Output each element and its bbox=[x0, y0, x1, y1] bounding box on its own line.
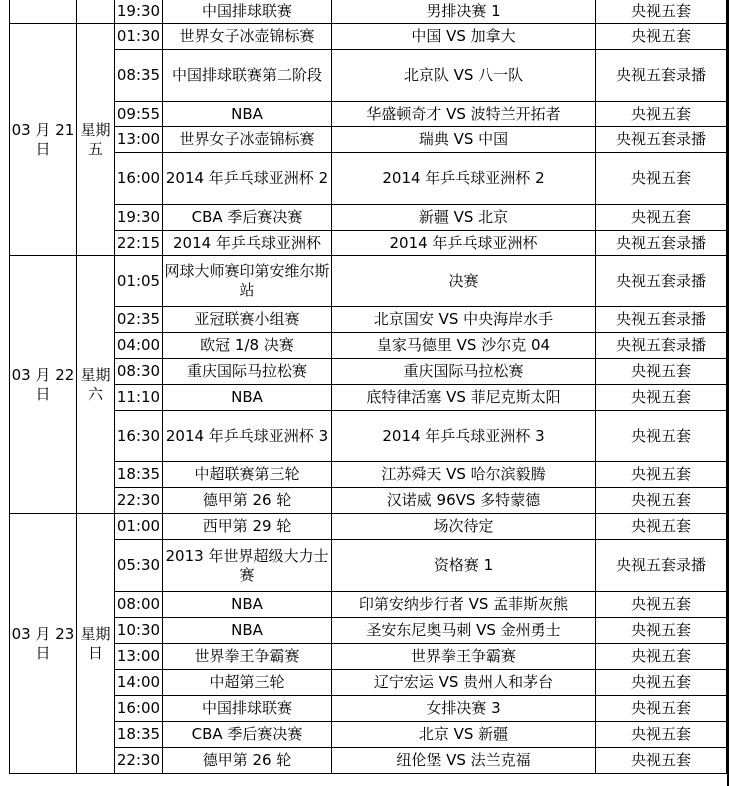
date-cell: 03 月 21 日 bbox=[10, 24, 77, 256]
event-cell: NBA bbox=[163, 618, 332, 644]
event-cell: 中国排球联赛 bbox=[163, 696, 332, 722]
table-row bbox=[10, 748, 727, 774]
date-cell: 03 月 23 日 bbox=[10, 514, 77, 774]
time-cell: 16:30 bbox=[115, 411, 163, 462]
match-cell: 2014 年乒乓球亚洲杯 bbox=[332, 231, 596, 256]
match-cell: 辽宁宏运 VS 贵州人和茅台 bbox=[332, 670, 596, 696]
channel-cell: 央视五套 bbox=[596, 670, 727, 696]
table-row bbox=[10, 333, 727, 359]
table-row bbox=[10, 0, 727, 24]
match-cell: 北京 VS 新疆 bbox=[332, 722, 596, 748]
channel-cell: 央视五套录播 bbox=[596, 127, 727, 153]
time-cell: 11:10 bbox=[115, 385, 163, 411]
table-right-border bbox=[727, 0, 729, 786]
table-row bbox=[10, 205, 727, 231]
match-cell: 世界拳王争霸赛 bbox=[332, 644, 596, 670]
channel-cell: 央视五套 bbox=[596, 359, 727, 385]
table-row bbox=[10, 256, 727, 307]
match-cell: 印第安纳步行者 VS 孟菲斯灰熊 bbox=[332, 592, 596, 618]
time-cell: 22:15 bbox=[115, 231, 163, 256]
event-cell: 德甲第 26 轮 bbox=[163, 748, 332, 774]
event-cell: 2014 年乒乓球亚洲杯 bbox=[163, 231, 332, 256]
match-cell: 中国 VS 加拿大 bbox=[332, 24, 596, 50]
table-row bbox=[10, 307, 727, 333]
channel-cell: 央视五套 bbox=[596, 411, 727, 462]
channel-cell: 央视五套 bbox=[596, 153, 727, 205]
table-row bbox=[10, 385, 727, 411]
table-row bbox=[10, 411, 727, 462]
channel-cell: 央视五套 bbox=[596, 0, 727, 24]
time-cell: 09:55 bbox=[115, 102, 163, 127]
time-cell: 22:30 bbox=[115, 748, 163, 774]
match-cell: 2014 年乒乓球亚洲杯 3 bbox=[332, 411, 596, 462]
time-cell: 18:35 bbox=[115, 462, 163, 488]
match-cell: 瑞典 VS 中国 bbox=[332, 127, 596, 153]
channel-cell: 央视五套 bbox=[596, 696, 727, 722]
event-cell: 网球大师赛印第安维尔斯站 bbox=[163, 256, 332, 307]
time-cell: 01:05 bbox=[115, 256, 163, 307]
channel-cell: 央视五套 bbox=[596, 24, 727, 50]
match-cell: 皇家马德里 VS 沙尔克 04 bbox=[332, 333, 596, 359]
table-row bbox=[10, 102, 727, 127]
channel-cell: 央视五套 bbox=[596, 618, 727, 644]
table-row bbox=[10, 696, 727, 722]
event-cell: 世界拳王争霸赛 bbox=[163, 644, 332, 670]
event-cell: 中国排球联赛 bbox=[163, 0, 332, 24]
table-row bbox=[10, 231, 727, 256]
event-cell: NBA bbox=[163, 102, 332, 127]
channel-cell: 央视五套 bbox=[596, 385, 727, 411]
match-cell: 决赛 bbox=[332, 256, 596, 307]
event-cell: 中超第三轮 bbox=[163, 670, 332, 696]
table-row bbox=[10, 153, 727, 205]
match-cell: 汉诺威 96VS 多特蒙德 bbox=[332, 488, 596, 514]
match-cell: 北京国安 VS 中央海岸水手 bbox=[332, 307, 596, 333]
time-cell: 16:00 bbox=[115, 696, 163, 722]
event-cell: NBA bbox=[163, 592, 332, 618]
channel-cell: 央视五套 bbox=[596, 514, 727, 540]
time-cell: 13:00 bbox=[115, 127, 163, 153]
event-cell: 德甲第 26 轮 bbox=[163, 488, 332, 514]
match-cell: 纽伦堡 VS 法兰克福 bbox=[332, 748, 596, 774]
channel-cell: 央视五套录播 bbox=[596, 256, 727, 307]
time-cell: 19:30 bbox=[115, 205, 163, 231]
table-row bbox=[10, 514, 727, 540]
event-cell: 世界女子冰壶锦标赛 bbox=[163, 24, 332, 50]
match-cell: 新疆 VS 北京 bbox=[332, 205, 596, 231]
weekday-cell: 星期六 bbox=[77, 256, 115, 514]
table-row bbox=[10, 644, 727, 670]
table-row bbox=[10, 670, 727, 696]
table-row bbox=[10, 24, 727, 50]
table-row bbox=[10, 618, 727, 644]
match-cell: 圣安东尼奥马刺 VS 金州勇士 bbox=[332, 618, 596, 644]
event-cell: 2014 年乒乓球亚洲杯 2 bbox=[163, 153, 332, 205]
event-cell: 世界女子冰壶锦标赛 bbox=[163, 127, 332, 153]
table-row bbox=[10, 359, 727, 385]
weekday-cell: 星期五 bbox=[77, 24, 115, 256]
match-cell: 底特律活塞 VS 菲尼克斯太阳 bbox=[332, 385, 596, 411]
channel-cell: 央视五套 bbox=[596, 722, 727, 748]
channel-cell: 央视五套录播 bbox=[596, 307, 727, 333]
channel-cell: 央视五套录播 bbox=[596, 231, 727, 256]
table-row bbox=[10, 462, 727, 488]
match-cell: 女排决赛 3 bbox=[332, 696, 596, 722]
channel-cell: 央视五套录播 bbox=[596, 50, 727, 102]
date-cell bbox=[10, 0, 77, 24]
match-cell: 资格赛 1 bbox=[332, 540, 596, 592]
event-cell: 欧冠 1/8 决赛 bbox=[163, 333, 332, 359]
event-cell: NBA bbox=[163, 385, 332, 411]
weekday-cell: 星期日 bbox=[77, 514, 115, 774]
time-cell: 05:30 bbox=[115, 540, 163, 592]
time-cell: 14:00 bbox=[115, 670, 163, 696]
schedule-table bbox=[9, 0, 727, 774]
match-cell: 男排决赛 1 bbox=[332, 0, 596, 24]
event-cell: 2013 年世界超级大力士赛 bbox=[163, 540, 332, 592]
match-cell: 重庆国际马拉松赛 bbox=[332, 359, 596, 385]
time-cell: 08:35 bbox=[115, 50, 163, 102]
match-cell: 2014 年乒乓球亚洲杯 2 bbox=[332, 153, 596, 205]
event-cell: 2014 年乒乓球亚洲杯 3 bbox=[163, 411, 332, 462]
table-row bbox=[10, 592, 727, 618]
event-cell: 中超联赛第三轮 bbox=[163, 462, 332, 488]
time-cell: 08:00 bbox=[115, 592, 163, 618]
match-cell: 北京队 VS 八一队 bbox=[332, 50, 596, 102]
time-cell: 01:30 bbox=[115, 24, 163, 50]
time-cell: 10:30 bbox=[115, 618, 163, 644]
channel-cell: 央视五套 bbox=[596, 462, 727, 488]
channel-cell: 央视五套 bbox=[596, 748, 727, 774]
match-cell: 江苏舜天 VS 哈尔滨毅腾 bbox=[332, 462, 596, 488]
event-cell: 亚冠联赛小组赛 bbox=[163, 307, 332, 333]
schedule-body bbox=[10, 0, 727, 774]
event-cell: 重庆国际马拉松赛 bbox=[163, 359, 332, 385]
channel-cell: 央视五套录播 bbox=[596, 540, 727, 592]
table-row bbox=[10, 50, 727, 102]
time-cell: 01:00 bbox=[115, 514, 163, 540]
channel-cell: 央视五套录播 bbox=[596, 333, 727, 359]
table-row bbox=[10, 127, 727, 153]
match-cell: 华盛顿奇才 VS 波特兰开拓者 bbox=[332, 102, 596, 127]
time-cell: 18:35 bbox=[115, 722, 163, 748]
event-cell: 西甲第 29 轮 bbox=[163, 514, 332, 540]
time-cell: 08:30 bbox=[115, 359, 163, 385]
time-cell: 04:00 bbox=[115, 333, 163, 359]
time-cell: 16:00 bbox=[115, 153, 163, 205]
table-row bbox=[10, 540, 727, 592]
time-cell: 02:35 bbox=[115, 307, 163, 333]
date-cell: 03 月 22 日 bbox=[10, 256, 77, 514]
channel-cell: 央视五套 bbox=[596, 488, 727, 514]
weekday-cell bbox=[77, 0, 115, 24]
time-cell: 22:30 bbox=[115, 488, 163, 514]
channel-cell: 央视五套 bbox=[596, 102, 727, 127]
event-cell: 中国排球联赛第二阶段 bbox=[163, 50, 332, 102]
channel-cell: 央视五套 bbox=[596, 644, 727, 670]
channel-cell: 央视五套 bbox=[596, 592, 727, 618]
time-cell: 19:30 bbox=[115, 0, 163, 24]
event-cell: CBA 季后赛决赛 bbox=[163, 205, 332, 231]
table-row bbox=[10, 722, 727, 748]
table-row bbox=[10, 488, 727, 514]
match-cell: 场次待定 bbox=[332, 514, 596, 540]
time-cell: 13:00 bbox=[115, 644, 163, 670]
channel-cell: 央视五套 bbox=[596, 205, 727, 231]
event-cell: CBA 季后赛决赛 bbox=[163, 722, 332, 748]
